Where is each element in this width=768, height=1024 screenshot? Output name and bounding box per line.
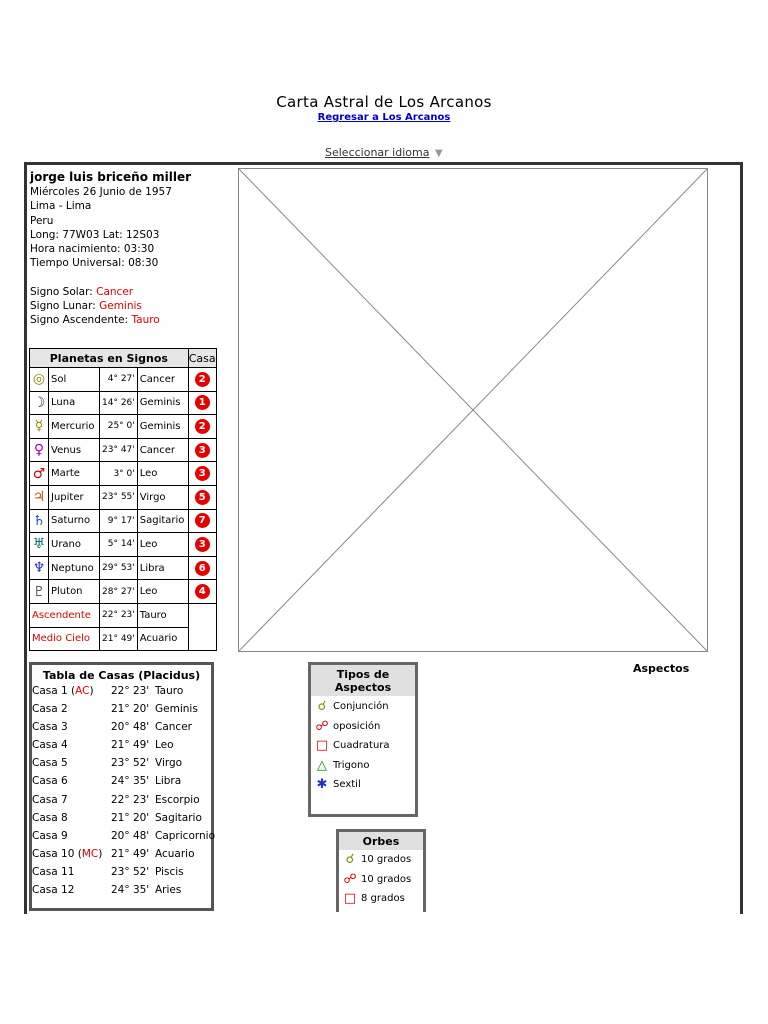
planet-name: Mercurio [49, 415, 100, 439]
house-row [32, 685, 211, 703]
house-name-text: Casa 11 [32, 865, 75, 878]
neptune-icon: ♆ [32, 560, 46, 577]
orbs-title: Orbes [339, 832, 423, 850]
house-name-text: Casa 7 [32, 793, 68, 806]
houses-table [29, 662, 214, 911]
opposition-icon: ☍ [315, 718, 329, 734]
ascendant-sign [30, 313, 230, 327]
planet-row [30, 391, 217, 415]
pluto-icon: ♇ [32, 583, 46, 600]
chevron-down-icon[interactable]: ▼ [434, 148, 443, 159]
planet-degree: 23° 55' [100, 485, 138, 509]
midheaven-name: Medio Cielo [30, 627, 100, 651]
planet-sign: Leo [137, 462, 188, 486]
planet-glyph-cell [30, 462, 49, 486]
birth-date: Miércoles 26 Junio de 1957 [30, 186, 172, 198]
house-number-badge: 3 [195, 443, 210, 458]
house-number-badge: 3 [195, 537, 210, 552]
planet-house-cell [188, 580, 216, 604]
planet-name: Urano [49, 533, 100, 557]
planet-row [30, 533, 217, 557]
sun-sign [30, 285, 230, 299]
planet-name: Saturno [49, 509, 100, 533]
aspect-type-item [311, 697, 415, 717]
planet-glyph-cell [30, 438, 49, 462]
houses-table-title: Tabla de Casas (Placidus) [42, 669, 201, 682]
house-number-badge: 7 [195, 513, 210, 528]
house-degree: 24° 35' [111, 884, 150, 897]
birth-city: Lima - Lima [30, 200, 92, 213]
moon-sign [30, 299, 230, 313]
planet-house-cell [188, 462, 216, 486]
house-number-badge: 1 [195, 395, 210, 410]
sextile-icon: ✱ [316, 777, 328, 793]
planet-sign: Leo [137, 533, 188, 557]
planet-house-cell [188, 415, 216, 439]
moon-sign-value: Geminis [99, 300, 142, 313]
orbs-list [339, 850, 423, 909]
house-degree: 23° 52' [111, 865, 150, 878]
house-sign: Sagitario [155, 811, 202, 824]
planet-glyph-cell [30, 485, 49, 509]
sun-sign-label: Signo Solar: [30, 285, 93, 298]
planet-rows [30, 368, 217, 604]
planet-degree: 28° 27' [100, 580, 138, 604]
planet-glyph-cell [30, 580, 49, 604]
aspect-types-box [308, 662, 418, 817]
orb-item [339, 850, 423, 870]
house-row [32, 884, 211, 902]
house-name-text: Casa 4 [32, 739, 68, 752]
person-name: jorge luis briceño miller [30, 170, 192, 184]
house-name-text: Casa 8 [32, 811, 68, 824]
house-name [32, 884, 74, 896]
planet-house-cell [188, 368, 216, 392]
house-name [32, 757, 68, 769]
frame-border-left [24, 162, 27, 914]
ascendant-sign-cell: Tauro [137, 603, 188, 627]
house-sign: Aries [155, 884, 182, 897]
house-name [32, 721, 68, 733]
house-row [32, 775, 211, 793]
planet-degree: 25° 0' [100, 415, 138, 439]
house-row [32, 703, 211, 721]
orbs-box [336, 829, 426, 912]
planet-name: Neptuno [49, 556, 100, 580]
house-degree: 20° 48' [111, 829, 150, 842]
planet-house-cell [188, 509, 216, 533]
planet-name: Luna [49, 391, 100, 415]
aspect-type-label: Cuadratura [333, 740, 390, 752]
house-name-text: Casa 6 [32, 775, 68, 788]
planet-degree: 3° 0' [100, 462, 138, 486]
house-name-text: Casa 5 [32, 757, 68, 770]
house-sign: Tauro [155, 685, 184, 697]
house-number-badge: 5 [195, 490, 210, 505]
house-degree: 22° 23' [111, 793, 150, 806]
house-column-header: Casa [188, 349, 216, 368]
house-sign: Escorpio [155, 793, 200, 806]
aspect-type-label: Sextil [333, 779, 361, 791]
ascendant-sign-label: Signo Ascendente: [30, 314, 129, 327]
orb-label: 8 grados [361, 893, 405, 905]
house-degree: 23° 52' [111, 757, 150, 770]
aspect-types-list [311, 696, 415, 795]
house-degree: 21° 49' [111, 847, 150, 860]
house-degree: 21° 20' [111, 703, 150, 716]
house-name [32, 830, 68, 842]
birth-country: Peru [30, 214, 54, 227]
planet-glyph-cell [30, 556, 49, 580]
planet-degree: 14° 26' [100, 391, 138, 415]
house-name-close: ) [89, 685, 94, 697]
house-tag: MC [81, 847, 99, 860]
house-name [32, 866, 74, 878]
house-name-text: Casa 12 [32, 884, 75, 897]
ascendant-row [30, 603, 217, 627]
planet-house-cell [188, 533, 216, 557]
planet-glyph-cell [30, 533, 49, 557]
aspect-types-title-line2: Aspectos [334, 681, 392, 694]
page-title: Carta Astral de Los Arcanos [276, 93, 492, 111]
planet-house-cell [188, 438, 216, 462]
empty-house-cell [188, 603, 216, 650]
ascendant-name: Ascendente [30, 603, 100, 627]
planet-sign: Sagitario [137, 509, 188, 533]
planet-glyph-cell [30, 415, 49, 439]
house-name [32, 775, 68, 787]
house-number-badge: 4 [195, 584, 210, 599]
planets-table-header [30, 349, 217, 368]
house-name-text: Casa 9 [32, 829, 68, 842]
aspect-types-title-line1: Tipos de [336, 668, 390, 681]
birth-coordinates: Long: 77W03 Lat: 12S03 [30, 228, 160, 241]
universal-time: Tiempo Universal: 08:30 [30, 257, 159, 270]
venus-icon: ♀ [33, 442, 45, 459]
mars-icon: ♂ [32, 465, 46, 482]
planet-sign: Libra [137, 556, 188, 580]
planet-row [30, 580, 217, 604]
planet-row [30, 556, 217, 580]
planet-house-cell [188, 556, 216, 580]
planet-name: Sol [49, 368, 100, 392]
midheaven-sign: Acuario [137, 627, 188, 651]
planet-name: Venus [49, 438, 100, 462]
house-name [32, 703, 68, 715]
house-sign: Acuario [155, 847, 195, 860]
house-number-badge: 2 [195, 372, 210, 387]
planets-table [29, 348, 217, 651]
planet-row [30, 462, 217, 486]
house-name-text: Casa 10 ( [32, 847, 82, 860]
house-sign: Piscis [155, 865, 184, 878]
orb-label: 10 grados [361, 873, 412, 885]
language-selector[interactable] [325, 146, 443, 159]
planet-name: Marte [49, 462, 100, 486]
square-icon: □ [315, 738, 329, 754]
house-degree: 24° 35' [111, 775, 150, 788]
house-name-close: ) [98, 847, 103, 860]
house-sign: Capricornio [155, 829, 215, 842]
house-sign: Cancer [155, 721, 192, 734]
planet-degree: 4° 27' [100, 368, 138, 392]
midheaven-degree: 21° 49' [100, 627, 138, 651]
jupiter-icon: ♃ [32, 489, 46, 506]
planet-sign: Geminis [137, 415, 188, 439]
midheaven-row [30, 627, 217, 651]
house-name [32, 812, 68, 824]
house-name-text: Casa 3 [32, 721, 68, 734]
aspect-type-item [311, 775, 415, 795]
aspect-type-label: Trigono [333, 759, 370, 771]
aspect-type-label: Conjunción [333, 701, 389, 713]
house-name [32, 794, 68, 806]
house-degree: 20° 48' [111, 721, 150, 734]
planet-row [30, 509, 217, 533]
conjunction-icon: ☌ [317, 699, 327, 715]
chart-image-placeholder [238, 168, 708, 652]
house-row [32, 812, 211, 830]
house-name-text: Casa 1 ( [32, 685, 76, 697]
orb-item [339, 870, 423, 890]
sun-sign-value: Cancer [96, 285, 134, 298]
planet-name: Jupiter [49, 485, 100, 509]
planet-house-cell [188, 485, 216, 509]
orb-item [339, 889, 423, 909]
aspect-types-title [311, 665, 415, 696]
planet-row [30, 368, 217, 392]
planet-degree: 9° 17' [100, 509, 138, 533]
orb-label: 10 grados [361, 854, 412, 866]
language-selector-label[interactable]: Seleccionar idioma [325, 146, 430, 159]
planet-sign: Cancer [137, 438, 188, 462]
house-name [32, 739, 68, 751]
house-row [32, 866, 211, 884]
aspect-type-item [311, 717, 415, 737]
house-name [32, 685, 94, 697]
moon-sign-label: Signo Lunar: [30, 300, 96, 313]
trine-icon: △ [317, 757, 327, 773]
frame-border-right [740, 162, 743, 914]
house-sign: Geminis [155, 703, 198, 716]
house-sign: Libra [155, 775, 182, 788]
aspect-type-item [311, 736, 415, 756]
planet-glyph-cell [30, 391, 49, 415]
aspects-label: Aspectos [633, 662, 690, 675]
sun-icon: ◎ [32, 371, 46, 388]
planet-sign: Virgo [137, 485, 188, 509]
aspect-type-label: oposición [333, 720, 381, 732]
planet-house-cell [188, 391, 216, 415]
house-row [32, 829, 215, 848]
house-row [32, 848, 211, 866]
square-icon: □ [343, 891, 357, 907]
planet-degree: 5° 14' [100, 533, 138, 557]
house-number-badge: 3 [195, 466, 210, 481]
house-name [32, 848, 102, 860]
house-number-badge: 2 [195, 419, 210, 434]
ascendant-sign-value: Tauro [131, 314, 160, 327]
house-row [32, 721, 211, 739]
house-degree: 21° 20' [111, 811, 150, 824]
house-name-text: Casa 2 [32, 703, 68, 716]
house-number-badge: 6 [195, 561, 210, 576]
planet-sign: Geminis [137, 391, 188, 415]
ascendant-degree: 22° 23' [100, 603, 138, 627]
planet-sign: Leo [137, 580, 188, 604]
person-info [30, 169, 230, 328]
aspect-type-item [311, 756, 415, 776]
planet-degree: 29° 53' [100, 556, 138, 580]
planet-name: Pluton [49, 580, 100, 604]
planet-row [30, 438, 217, 462]
planet-glyph-cell [30, 368, 49, 392]
house-row [32, 794, 211, 812]
back-link[interactable]: Regresar a Los Arcanos [317, 112, 451, 123]
house-tag: AC [75, 685, 90, 697]
mercury-icon: ☿ [34, 418, 44, 435]
opposition-icon: ☍ [343, 871, 357, 887]
moon-icon: ☽ [32, 394, 46, 411]
planet-row [30, 485, 217, 509]
uranus-icon: ♅ [32, 536, 46, 553]
house-rows [32, 685, 215, 902]
house-degree: 21° 49' [111, 739, 150, 752]
house-row [32, 739, 211, 757]
frame-border-top [24, 162, 743, 165]
planet-row [30, 415, 217, 439]
birth-time: Hora nacimiento: 03:30 [30, 243, 155, 256]
saturn-icon: ♄ [32, 512, 46, 529]
planet-sign: Cancer [137, 368, 188, 392]
planets-table-title: Planetas en Signos [30, 349, 189, 368]
house-degree: 22° 23' [111, 685, 150, 697]
house-sign: Virgo [155, 757, 183, 770]
conjunction-icon: ☌ [345, 852, 355, 868]
house-row [32, 757, 211, 775]
house-sign: Leo [155, 739, 174, 752]
planet-degree: 23° 47' [100, 438, 138, 462]
planet-glyph-cell [30, 509, 49, 533]
